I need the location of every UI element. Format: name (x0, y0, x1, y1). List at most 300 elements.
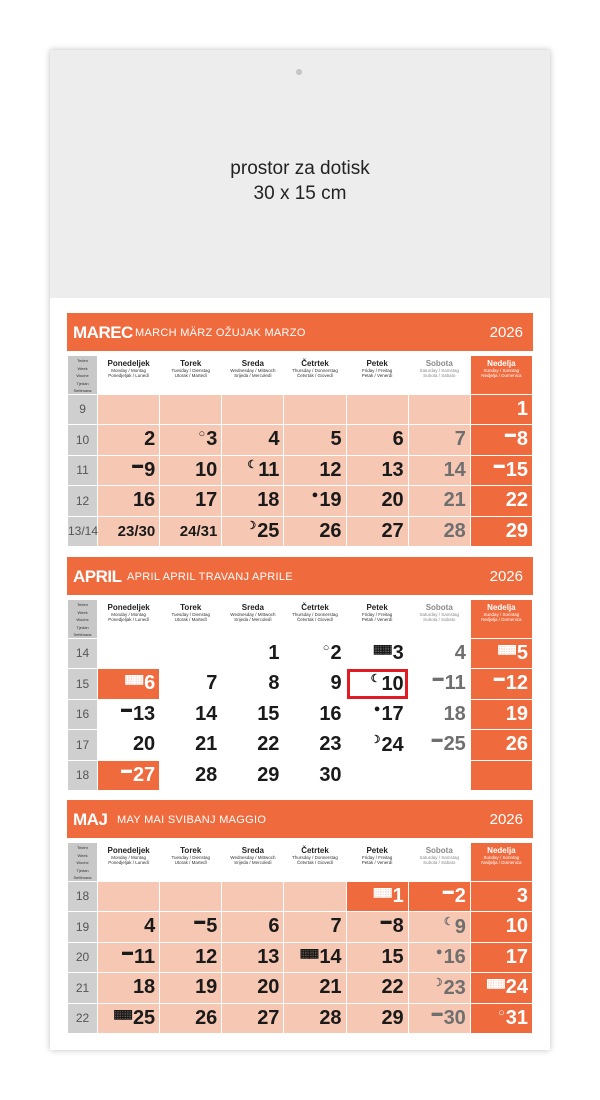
day-cell[interactable] (98, 1004, 159, 1034)
day-cell[interactable] (284, 517, 345, 547)
day-number: 23/30 (117, 522, 156, 540)
weekday-translation: Ponedjeljak / Lunedì (108, 617, 150, 622)
weekday-header-5 (347, 843, 408, 881)
empty-day-cell (347, 761, 408, 791)
day-number: 7 (330, 915, 342, 938)
week-title-label: Teden (77, 358, 88, 363)
weekday-translation: Saturday / Samstag (419, 368, 460, 373)
week-row (68, 669, 532, 699)
day-number: 30 (319, 763, 342, 786)
day-number: 30 (443, 1006, 466, 1029)
week-row (68, 456, 532, 486)
week-title-label: Week (77, 365, 88, 371)
week-row (68, 486, 532, 516)
day-cell[interactable] (222, 700, 283, 730)
day-number: 17 (381, 702, 404, 725)
day-number: 7 (454, 428, 466, 451)
empty-day-cell (160, 639, 221, 669)
day-cell[interactable] (347, 486, 408, 516)
day-cell[interactable] (98, 486, 159, 516)
day-number: 17 (195, 489, 218, 512)
empty-day-cell (222, 395, 283, 425)
holiday-flag-icon: ▦▦ (486, 976, 503, 991)
day-number: 16 (132, 489, 156, 512)
empty-day-cell (347, 395, 408, 425)
empty-day-cell (98, 395, 159, 425)
day-number: 8 (516, 428, 528, 451)
day-number: 13 (381, 458, 404, 481)
day-number: 22 (257, 733, 280, 756)
weekday-translation: Ponedjeljak / Lunedì (108, 373, 150, 378)
empty-day-cell (98, 882, 159, 912)
day-number: 6 (268, 915, 280, 938)
week-title-label: Teden (77, 845, 88, 850)
day-cell[interactable] (160, 943, 221, 973)
day-number: 25 (443, 733, 466, 756)
week-number: 18 (68, 761, 97, 791)
day-cell[interactable] (471, 425, 532, 455)
day-number: 11 (444, 672, 466, 695)
week-number: 19 (68, 912, 97, 942)
day-cell[interactable] (409, 669, 470, 699)
day-cell[interactable] (347, 517, 408, 547)
week-title-label: Tjedan (76, 380, 89, 386)
day-number: 11 (134, 945, 156, 968)
month-grid (67, 599, 533, 791)
weekday-translation: Petak / Venerdì (361, 860, 393, 865)
weekday-header-2 (160, 600, 221, 638)
weekday-name: Nedelja (487, 846, 516, 855)
day-cell[interactable] (409, 639, 470, 669)
weekday-name: Torek (180, 603, 202, 612)
day-cell[interactable] (160, 517, 221, 547)
day-number: 3 (516, 884, 528, 907)
weekday-header-3 (222, 843, 283, 881)
month-grid (67, 842, 533, 1034)
week-number: 9 (68, 395, 97, 425)
week-row (68, 639, 532, 669)
day-cell[interactable] (160, 425, 221, 455)
day-cell[interactable] (409, 425, 470, 455)
day-cell[interactable] (347, 669, 408, 699)
weekday-name: Sreda (241, 603, 264, 612)
empty-day-cell (409, 395, 470, 425)
day-cell[interactable] (409, 456, 470, 486)
day-cell[interactable] (284, 912, 345, 942)
day-number: 31 (505, 1006, 528, 1029)
month-april (67, 557, 533, 786)
day-number: 4 (144, 915, 156, 938)
day-cell[interactable] (347, 973, 408, 1003)
day-cell[interactable] (409, 912, 470, 942)
day-marker-icon: ▬ (431, 1006, 443, 1019)
day-number: 5 (206, 915, 218, 938)
day-cell[interactable] (409, 943, 470, 973)
day-cell[interactable] (98, 700, 159, 730)
day-cell[interactable] (284, 973, 345, 1003)
day-cell[interactable] (409, 973, 470, 1003)
month-translations: MAY MAI SVIBANJ MAGGIO (117, 814, 267, 826)
day-cell[interactable] (284, 456, 345, 486)
day-number: 18 (257, 489, 280, 512)
day-cell[interactable] (98, 730, 159, 760)
day-cell[interactable] (222, 730, 283, 760)
weekday-translation: Sunday / Sonntag (483, 612, 520, 617)
day-cell[interactable] (471, 517, 532, 547)
day-number: 19 (319, 489, 342, 512)
weekday-translation: Saturday / Samstag (419, 612, 460, 617)
day-number: 2 (144, 428, 156, 451)
empty-day-cell (284, 395, 345, 425)
day-cell[interactable] (409, 517, 470, 547)
weekday-translation: Petak / Venerdì (361, 373, 393, 378)
month-translations: APRIL APRIL TRAVANJ APRILE (127, 571, 293, 583)
day-marker-icon: ▬ (504, 428, 516, 441)
weekday-name: Ponedeljek (107, 846, 150, 855)
week-number: 16 (68, 700, 97, 730)
week-title-label: Tjedan (76, 867, 89, 873)
day-number: 2 (454, 884, 466, 907)
weekday-translation: Četvrtak / Giovedì (296, 617, 333, 622)
week-title-label: Woche (76, 373, 89, 378)
day-number: 5 (516, 641, 528, 664)
day-cell[interactable] (222, 761, 283, 791)
weekday-translation: Srijeda / Mercoledì (234, 373, 272, 378)
weekday-translation: Četvrtak / Giovedì (296, 860, 333, 865)
week-title-label: Woche (76, 860, 89, 865)
empty-day-cell (160, 395, 221, 425)
day-cell[interactable] (284, 700, 345, 730)
empty-day-cell (160, 882, 221, 912)
day-cell[interactable] (160, 456, 221, 486)
weekday-translation: Thursday / Donnerstag (292, 368, 338, 373)
day-marker-icon: ▬ (194, 915, 206, 928)
day-number: 26 (505, 733, 528, 756)
day-cell[interactable] (409, 882, 470, 912)
weekday-translation: Friday / Freitag (361, 368, 393, 373)
month-marec (67, 313, 533, 543)
day-cell[interactable] (409, 700, 470, 730)
week-number: 12 (68, 486, 97, 516)
weekday-header-6 (409, 600, 470, 638)
weekday-translation: Subota / Sabato (423, 860, 456, 865)
day-cell[interactable] (471, 639, 532, 669)
weekday-header-3 (222, 356, 283, 394)
weekday-translation: Četvrtak / Giovedì (296, 373, 333, 378)
day-number: 26 (319, 519, 342, 542)
weekday-name: Četrtek (301, 603, 329, 612)
week-row (68, 912, 532, 942)
weekday-translation: Tuesday / Dienstag (171, 368, 211, 373)
weekday-name: Sobota (425, 359, 453, 368)
day-marker-icon: ● (311, 489, 319, 502)
day-number: 12 (505, 672, 528, 695)
day-cell[interactable] (471, 456, 532, 486)
weekday-translation: Sunday / Sonntag (483, 855, 520, 860)
month-header (67, 557, 533, 595)
empty-day-cell (409, 761, 470, 791)
weekday-header-1 (98, 843, 159, 881)
week-title-label: Week (77, 852, 88, 858)
day-number: 4 (268, 428, 280, 451)
holiday-flag-icon: ▦▦ (372, 884, 390, 899)
week-number: 10 (68, 425, 97, 455)
day-number: 19 (505, 702, 528, 725)
day-cell[interactable] (98, 517, 159, 547)
day-cell[interactable] (471, 882, 532, 912)
imprint-area (50, 50, 550, 298)
week-number: 11 (68, 456, 97, 486)
day-cell[interactable] (98, 912, 159, 942)
day-marker-icon: ▬ (380, 915, 392, 928)
week-number: 21 (68, 973, 97, 1003)
day-cell[interactable] (160, 761, 221, 791)
day-number: 24 (505, 976, 528, 999)
week-title-label: Woche (76, 617, 89, 622)
day-number: 4 (454, 641, 466, 664)
day-cell[interactable] (347, 700, 408, 730)
empty-day-cell (222, 882, 283, 912)
weekday-name: Petek (366, 603, 388, 612)
day-marker-icon: ☽ (246, 520, 257, 533)
day-number: 3 (392, 641, 404, 664)
week-row (68, 973, 532, 1003)
day-number: 20 (132, 733, 156, 756)
weekday-header-6 (409, 843, 470, 881)
weekday-translation: Monday / Montag (111, 855, 147, 860)
weekday-name: Ponedeljek (107, 603, 150, 612)
week-title-label: Week (77, 609, 88, 615)
weekday-name: Petek (366, 359, 388, 368)
day-cell[interactable] (471, 700, 532, 730)
day-number: 18 (132, 976, 156, 999)
day-number: 16 (443, 945, 466, 968)
day-number: 19 (195, 976, 218, 999)
day-cell[interactable] (222, 517, 283, 547)
weekday-name: Petek (366, 846, 388, 855)
day-marker-icon: ▬ (493, 672, 505, 685)
day-number: 20 (257, 976, 280, 999)
day-marker-icon: ○ (198, 428, 206, 441)
day-number: 12 (195, 945, 218, 968)
day-number: 14 (443, 458, 466, 481)
week-row (68, 425, 532, 455)
week-title-label: Settimana (73, 875, 92, 880)
month-translations: MARCH MÄRZ OŽUJAK MARZO (135, 327, 306, 339)
week-number: 18 (68, 882, 97, 912)
day-cell[interactable] (160, 669, 221, 699)
imprint-label: prostor za dotisk (230, 158, 370, 179)
day-cell[interactable] (471, 395, 532, 425)
day-number: 25 (257, 520, 280, 543)
day-number: 27 (132, 763, 156, 786)
day-cell[interactable] (471, 486, 532, 516)
day-marker-icon: ▬ (120, 702, 132, 715)
day-cell[interactable] (222, 669, 283, 699)
weekday-translation: Wednesday / Mittwoch (230, 612, 276, 617)
weekday-translation: Friday / Freitag (361, 612, 393, 617)
week-number-header (68, 600, 97, 638)
month-grid (67, 355, 533, 547)
weekday-header-7 (471, 600, 532, 638)
day-cell[interactable] (284, 1004, 345, 1034)
day-number: 10 (505, 915, 528, 938)
day-cell[interactable] (347, 456, 408, 486)
week-number: 22 (68, 1004, 97, 1034)
day-cell[interactable] (471, 730, 532, 760)
day-number: 13 (132, 702, 156, 725)
day-number: 16 (319, 702, 342, 725)
day-number: 5 (330, 428, 342, 451)
day-cell[interactable] (347, 639, 408, 669)
weekday-translation: Wednesday / Mittwoch (230, 855, 276, 860)
day-number: 29 (381, 1006, 404, 1029)
day-marker-icon: ▬ (120, 763, 132, 776)
empty-day-cell (98, 639, 159, 669)
day-number: 6 (392, 428, 404, 451)
weekday-translation: Utorak / Martedì (174, 860, 207, 865)
day-cell[interactable] (222, 486, 283, 516)
day-marker-icon: ▬ (122, 945, 134, 958)
day-number: 24 (381, 733, 404, 756)
day-cell[interactable] (409, 486, 470, 516)
day-cell[interactable] (347, 1004, 408, 1034)
weekday-header-4 (284, 600, 345, 638)
day-marker-icon: ☽ (370, 733, 381, 746)
day-cell[interactable] (222, 425, 283, 455)
day-cell[interactable] (284, 669, 345, 699)
day-number: 1 (268, 641, 280, 664)
day-cell[interactable] (160, 486, 221, 516)
day-cell[interactable] (222, 1004, 283, 1034)
day-cell[interactable] (98, 669, 159, 699)
day-number: 20 (381, 489, 404, 512)
day-cell[interactable] (347, 912, 408, 942)
weekday-name: Torek (180, 846, 202, 855)
day-cell[interactable] (347, 882, 408, 912)
week-number-header (68, 356, 97, 394)
day-cell[interactable] (98, 761, 159, 791)
day-cell[interactable] (222, 973, 283, 1003)
day-cell[interactable] (409, 1004, 470, 1034)
weekday-header-4 (284, 356, 345, 394)
day-cell[interactable] (98, 425, 159, 455)
day-cell[interactable] (284, 943, 345, 973)
weekday-translation: Wednesday / Mittwoch (230, 368, 276, 373)
day-cell[interactable] (160, 973, 221, 1003)
day-cell[interactable] (160, 912, 221, 942)
weekday-header-1 (98, 356, 159, 394)
day-number: 8 (268, 672, 280, 695)
day-number: 22 (505, 489, 528, 512)
weekday-header-2 (160, 843, 221, 881)
day-number: 25 (132, 1006, 156, 1029)
day-number: 15 (381, 945, 404, 968)
week-row (68, 1004, 532, 1034)
week-title-label: Tjedan (76, 624, 89, 630)
day-number: 29 (257, 763, 280, 786)
day-number: 24/31 (179, 522, 218, 540)
day-cell[interactable] (284, 425, 345, 455)
day-cell[interactable] (347, 943, 408, 973)
weekday-translation: Subota / Sabato (423, 617, 456, 622)
weekday-translation: Tuesday / Dienstag (171, 612, 211, 617)
empty-day-cell (471, 761, 532, 791)
week-row (68, 517, 532, 547)
weekday-header-7 (471, 356, 532, 394)
day-cell[interactable] (347, 730, 408, 760)
day-number: 1 (392, 884, 404, 907)
day-cell[interactable] (222, 943, 283, 973)
month-year: 2026 (489, 811, 523, 828)
week-number: 17 (68, 730, 97, 760)
day-number: 12 (319, 458, 342, 481)
day-number: 8 (392, 915, 404, 938)
weekday-translation: Friday / Freitag (361, 855, 393, 860)
week-row (68, 395, 532, 425)
day-number: 23 (319, 733, 342, 756)
weekday-name: Sreda (241, 359, 264, 368)
week-row (68, 943, 532, 973)
day-cell[interactable] (471, 669, 532, 699)
weekday-header-1 (98, 600, 159, 638)
weekday-translation: Srijeda / Mercoledì (234, 860, 272, 865)
day-cell[interactable] (284, 761, 345, 791)
weekday-translation: Monday / Montag (111, 612, 147, 617)
day-number: 27 (257, 1006, 280, 1029)
day-cell[interactable] (471, 1004, 532, 1034)
week-number: 20 (68, 943, 97, 973)
day-cell[interactable] (222, 912, 283, 942)
weekday-name: Ponedeljek (107, 359, 150, 368)
day-cell[interactable] (98, 943, 159, 973)
day-cell[interactable] (471, 973, 532, 1003)
day-cell[interactable] (98, 456, 159, 486)
day-marker-icon: ○ (322, 641, 330, 654)
day-cell[interactable] (222, 639, 283, 669)
day-cell[interactable] (222, 456, 283, 486)
week-number: 15 (68, 669, 97, 699)
day-marker-icon: ● (373, 702, 381, 715)
day-cell[interactable] (471, 943, 532, 973)
weekday-translation: Thursday / Donnerstag (292, 612, 338, 617)
day-cell[interactable] (471, 912, 532, 942)
week-row (68, 730, 532, 760)
day-cell[interactable] (160, 700, 221, 730)
weekday-translation: Utorak / Martedì (174, 373, 207, 378)
empty-day-cell (284, 882, 345, 912)
day-cell[interactable] (409, 730, 470, 760)
day-cell[interactable] (284, 730, 345, 760)
day-marker-icon: ▬ (132, 458, 144, 471)
weekday-name: Četrtek (301, 846, 329, 855)
weekday-translation: Thursday / Donnerstag (292, 855, 338, 860)
day-cell[interactable] (98, 973, 159, 1003)
day-cell[interactable] (347, 425, 408, 455)
day-cell[interactable] (160, 730, 221, 760)
day-cell[interactable] (284, 639, 345, 669)
day-number: 15 (257, 702, 280, 725)
day-number: 7 (206, 672, 218, 695)
month-header (67, 800, 533, 838)
day-cell[interactable] (160, 1004, 221, 1034)
weekday-translation: Nedjelja / Domenica (481, 617, 522, 622)
weekday-header-3 (222, 600, 283, 638)
day-number: 14 (195, 702, 218, 725)
day-cell[interactable] (284, 486, 345, 516)
wall-calendar (50, 50, 550, 1050)
holiday-flag-icon: ▦▦ (372, 641, 390, 656)
